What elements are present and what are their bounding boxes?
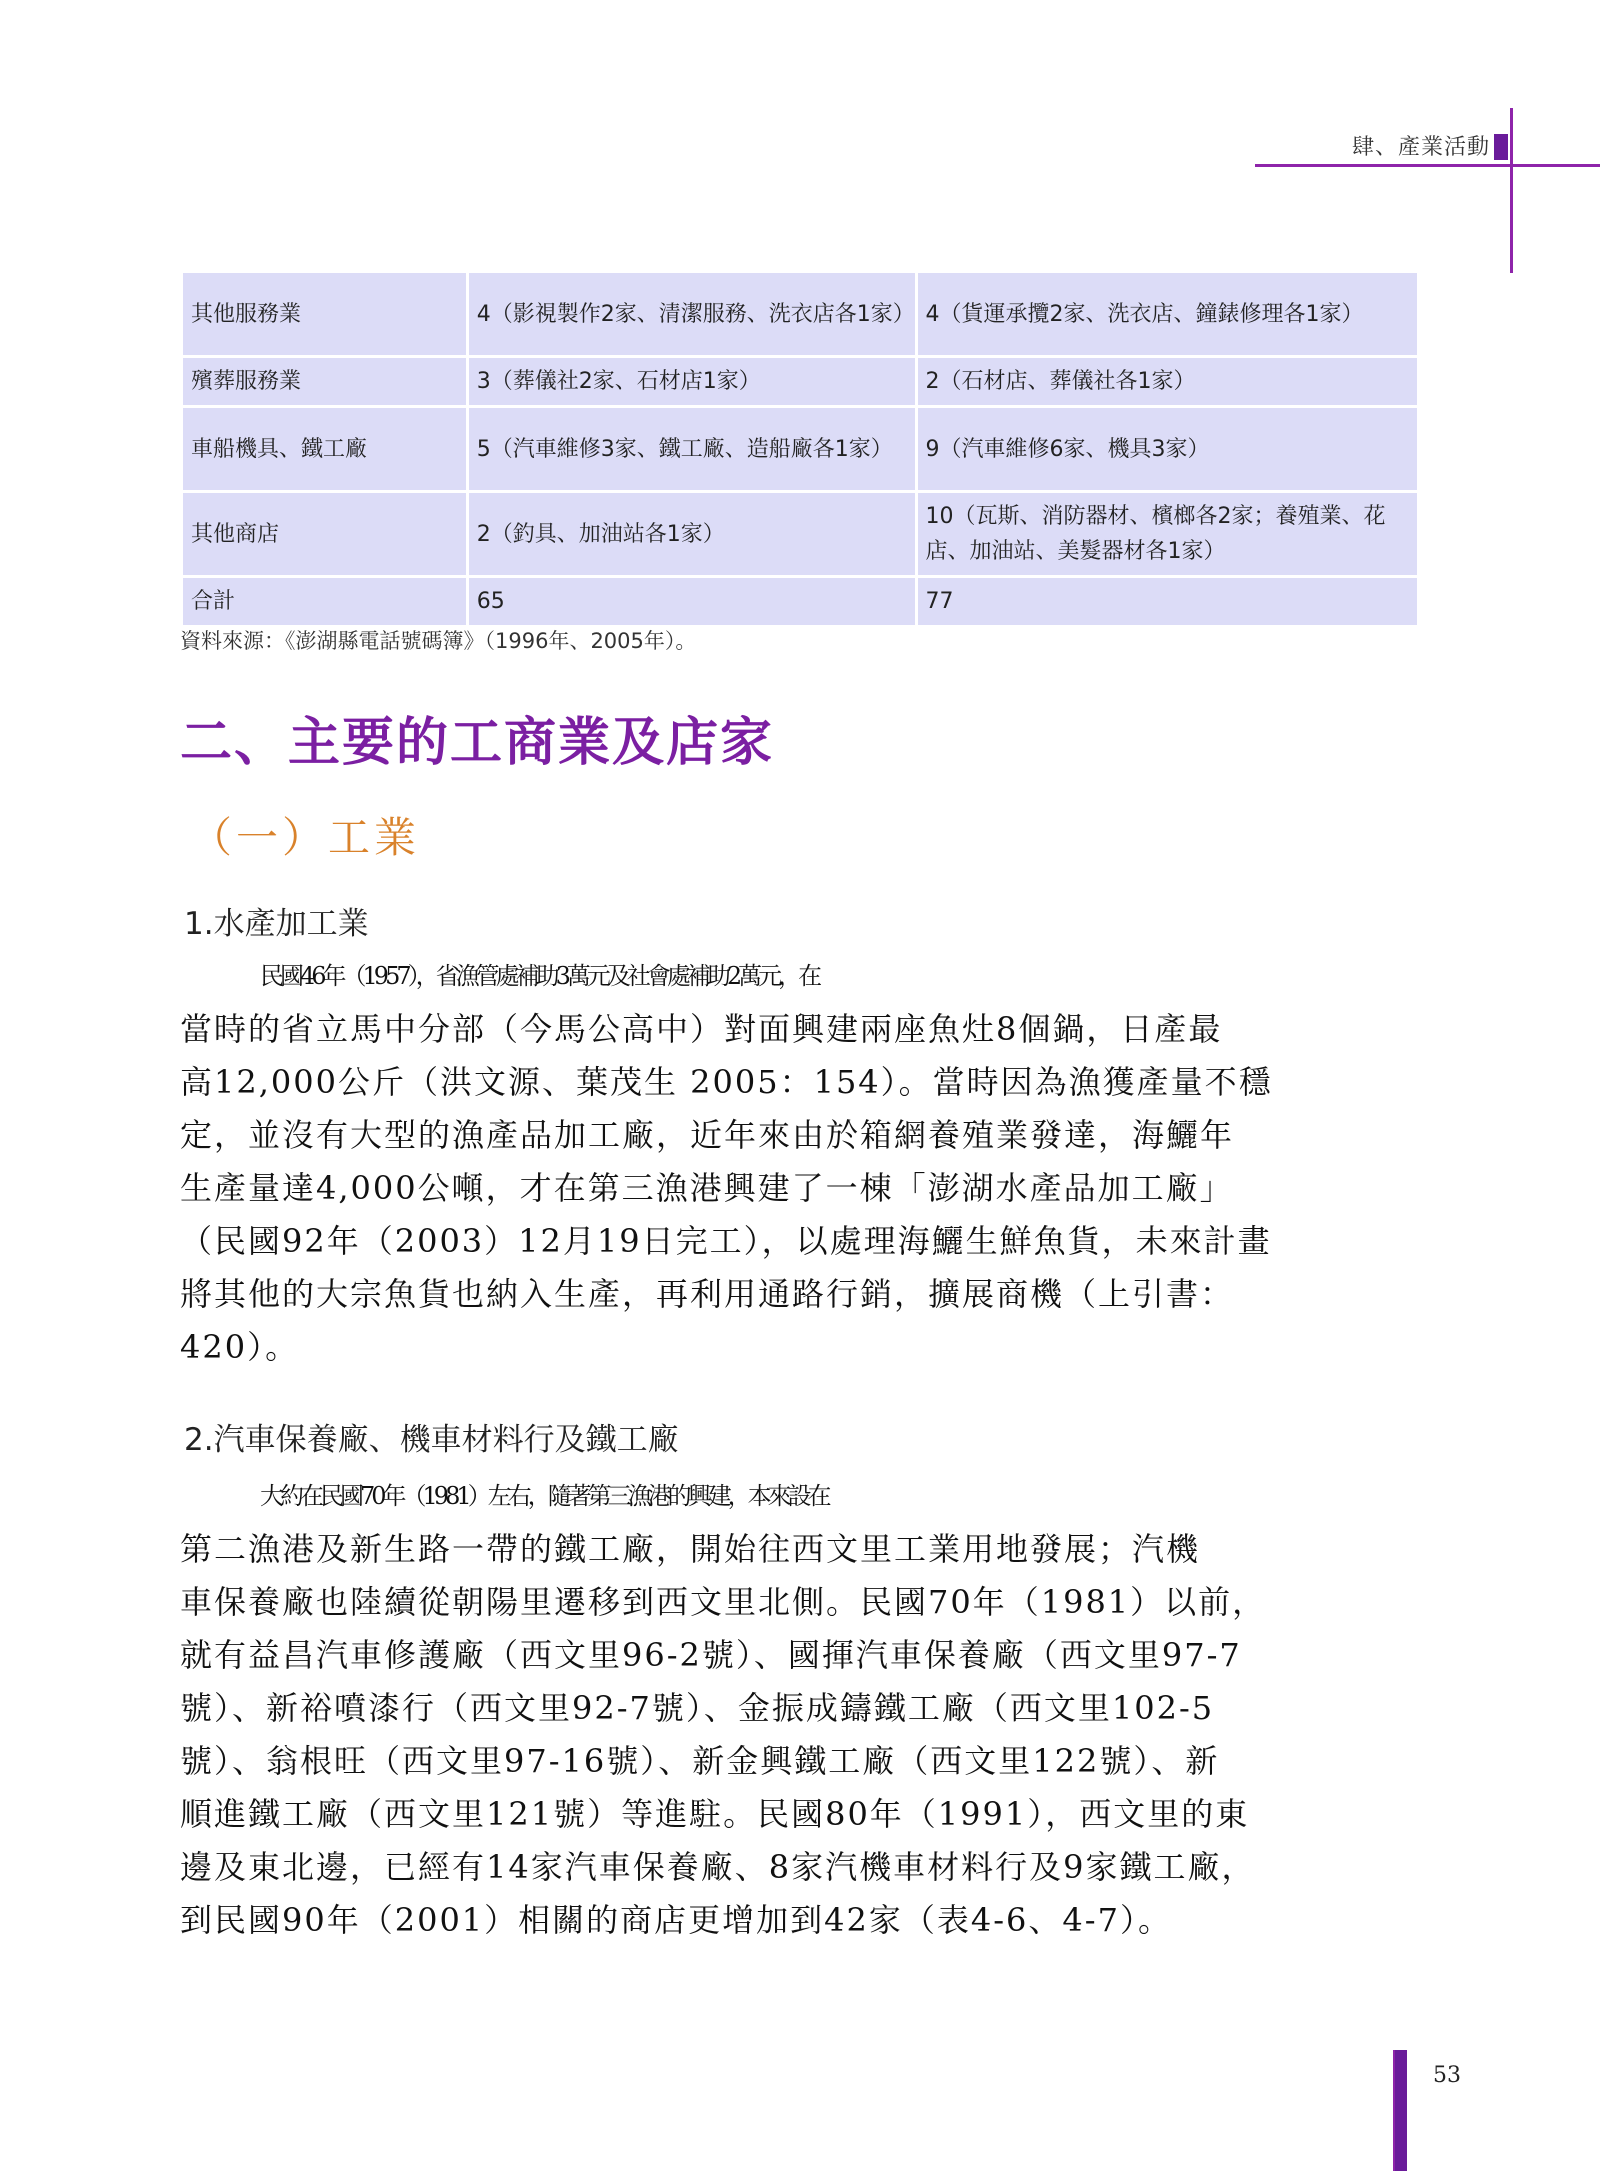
paragraph-line: 順進鐵工廠（西文里121號）等進駐。民國80年（1991），西文里的東 [180,1795,1250,1833]
table-cell-category: 合計 [183,578,466,625]
paragraph-seafood-processing [180,950,1420,1374]
paragraph-line: 定，並沒有大型的漁產品加工廠，近年來由於箱網養殖業發達，海鱺年 [180,1116,1235,1154]
table-row [183,273,1417,355]
paragraph-auto-repair [180,1470,1420,1947]
table-cell-1996: 2（釣具、加油站各1家） [469,493,915,575]
paragraph-line: 到民國90年（2001）相關的商店更增加到42家（表4-6、4-7）。 [180,1901,1172,1939]
paragraph-line: 高12,000公斤（洪文源、葉茂生 2005：154）。當時因為漁獲產量不穩 [180,1063,1273,1101]
subsection-title: （一）工業 [190,813,421,862]
paragraph-line: 邊及東北邊，已經有14家汽車保養廠、8家汽機車材料行及9家鐵工廠， [180,1848,1256,1886]
paragraph-line: 號）、翁根旺（西文里97-16號）、新金興鐵工廠（西文里122號）、新 [180,1742,1220,1780]
header-rule-horizontal [1255,164,1600,167]
paragraph-line: 420）。 [180,1328,300,1366]
page-number: 53 [1433,2063,1461,2088]
table-cell-1996: 5（汽車維修3家、鐵工廠、造船廠各1家） [469,408,915,490]
table-cell-category: 殯葬服務業 [183,358,466,405]
business-table [180,270,1420,628]
paragraph-line: 號）、新裕噴漆行（西文里92-7號）、金振成鑄鐵工廠（西文里102-5 [180,1689,1215,1727]
table-row [183,408,1417,490]
table-source-note: 資料來源：《澎湖縣電話號碼簿》（1996年、2005年）。 [180,629,697,653]
table-cell-1996: 65 [469,578,915,625]
paragraph-line: 就有益昌汽車修護廠（西文里96-2號）、國揮汽車保養廠（西文里97-7 [180,1636,1242,1674]
paragraph-line: 車保養廠也陸續從朝陽里遷移到西文里北側。民國70年（1981）以前， [180,1583,1267,1621]
section-title: 二、主要的工商業及店家 [180,712,775,773]
chapter-header: 肆、產業活動 [1351,135,1490,160]
paragraph-line: 大約在民國70年（1981）左右，隨著第三漁港的興建，本來設在 [260,1482,828,1510]
table-cell-category: 其他服務業 [183,273,466,355]
item-title-seafood-processing: 1.水產加工業 [184,906,369,942]
page-number-bar [1395,2050,1407,2171]
table-cell-category: 車船機具、鐵工廠 [183,408,466,490]
paragraph-line: （民國92年（2003）12月19日完工），以處理海鱺生鮮魚貨，未來計畫 [180,1222,1272,1260]
table-cell-2005: 4（貨運承攬2家、洗衣店、鐘錶修理各1家） [918,273,1418,355]
table-cell-2005: 10（瓦斯、消防器材、檳榔各2家；養殖業、花店、加油站、美髮器材各1家） [918,493,1418,575]
paragraph-line: 當時的省立馬中分部（今馬公高中）對面興建兩座魚灶8個鍋，日產最 [180,1010,1223,1048]
table-cell-1996: 3（葬儀社2家、石材店1家） [469,358,915,405]
table-cell-2005: 77 [918,578,1418,625]
paragraph-line: 將其他的大宗魚貨也納入生產，再利用通路行銷，擴展商機（上引書： [180,1275,1235,1313]
item-title-auto-repair: 2.汽車保養廠、機車材料行及鐵工廠 [184,1422,679,1458]
table-row [183,358,1417,405]
table-cell-2005: 9（汽車維修6家、機具3家） [918,408,1418,490]
table-cell-category: 其他商店 [183,493,466,575]
table-cell-1996: 4（影視製作2家、清潔服務、洗衣店各1家） [469,273,915,355]
paragraph-line: 生產量達4,000公噸，才在第三漁港興建了一棟「澎湖水產品加工廠」 [180,1169,1234,1207]
table-cell-2005: 2（石材店、葬儀社各1家） [918,358,1418,405]
paragraph-line: 第二漁港及新生路一帶的鐵工廠，開始往西文里工業用地發展；汽機 [180,1530,1201,1568]
header-rule-vertical [1510,108,1513,273]
table-row [183,578,1417,625]
chapter-marker [1494,134,1508,160]
paragraph-line: 民國46年（1957），省漁管處補助3萬元及社會處補助2萬元，在 [260,962,819,990]
table-row [183,493,1417,575]
